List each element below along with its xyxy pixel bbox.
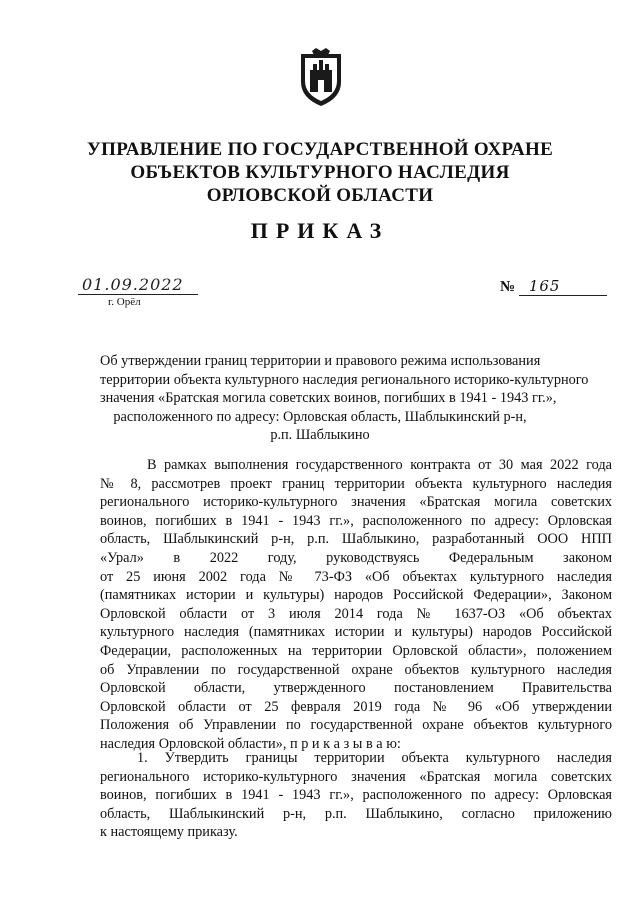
paragraph-line: В рамках выполнения государственного контракта от 30 мая 2022 года: [147, 457, 612, 473]
number-sign: №: [500, 279, 516, 295]
item-line: воинов, погибших в 1941 - 1943 гг.», расположенного по адресу: Орловская: [100, 787, 612, 804]
paragraph-line: регионального историко-культурного значения «Братская могила советских: [100, 494, 612, 511]
paragraph-line: Федерации, расположенных на территории Орловской области», положением: [100, 642, 612, 659]
item-line: к настоящему приказу.: [100, 824, 238, 841]
paragraph-line: от 25 июня 2002 года № 73-ФЗ «Об объектах культурного наследия: [100, 568, 612, 585]
paragraph-line: (памятниках истории и культуры) народов Российской Федерации», Законом: [100, 587, 612, 604]
subject-line: расположенного по адресу: Орловская область, Шаблыкинский р-н,: [113, 408, 527, 425]
subject-line: р.п. Шаблыкино: [270, 427, 370, 444]
coat-of-arms-emblem: [298, 48, 344, 108]
paragraph-line: об Управлении по государственной охране объектов культурного наследия: [100, 661, 612, 678]
paragraph-line: Орловской области, утвержденного постановлением Правительства: [100, 680, 612, 697]
header-line-3: ОРЛОВСКОЙ ОБЛАСТИ: [206, 185, 434, 206]
paragraph-line: область, Шаблыкинский р-н, р.п. Шаблыкино, разработанный ООО НПП: [100, 531, 612, 548]
order-subject: [100, 352, 589, 445]
header-line-1: УПРАВЛЕНИЕ ПО ГОСУДАРСТВЕННОЙ ОХРАНЕ: [86, 139, 554, 160]
item-line: область, Шаблыкинский р-н, р.п. Шаблыкино, согласно приложению: [100, 805, 612, 822]
paragraph-line: Орловской области от 3 июля 2014 года № 1637-ОЗ «Об объектах: [100, 605, 612, 622]
header-line-2: ОБЪЕКТОВ КУЛЬТУРНОГО НАСЛЕДИЯ: [130, 162, 510, 183]
paragraph-line: «Урал» в 2022 году, руководствуясь Федеральным законом: [100, 549, 612, 566]
city-label: г. Орёл: [108, 296, 141, 308]
subject-line: Об утверждении границ территории и правового режима использования: [100, 353, 541, 369]
preamble-paragraph: [100, 456, 612, 754]
paragraph-line: № 8, рассмотрев проект границ территории объекта культурного наследия: [100, 475, 612, 492]
item-line: 1. Утвердить границы территории объекта культурного наследия: [137, 750, 612, 766]
order-date: 01.09.2022: [78, 276, 198, 295]
paragraph-line: культурного наследия (памятниках истории и культуры) народов Российской: [100, 624, 612, 641]
order-number-block: [500, 277, 607, 296]
paragraph-line: Положения об Управлении по государственной охране объектов культурного: [100, 717, 612, 734]
paragraph-line: воинов, погибших в 1941 - 1943 гг.», расположенного по адресу: Орловская: [100, 512, 612, 529]
order-item-1: [100, 749, 612, 842]
issuer-header: [60, 138, 580, 207]
paragraph-line: Орловской области от 25 февраля 2019 года № 96 «Об утверждении: [100, 698, 612, 715]
item-line: регионального историко-культурного значения «Братская могила советских: [100, 768, 612, 785]
order-number: 165: [519, 277, 607, 296]
paragraph-line: наследия Орловской области», п р и к а з ы в а ю:: [100, 735, 401, 752]
subject-line: территории объекта культурного наследия регионального историко-культурного: [100, 371, 589, 388]
document-title: ПРИКАЗ: [250, 218, 390, 243]
subject-line: значения «Братская могила советских воинов, погибших в 1941 - 1943 гг.»,: [100, 390, 557, 407]
